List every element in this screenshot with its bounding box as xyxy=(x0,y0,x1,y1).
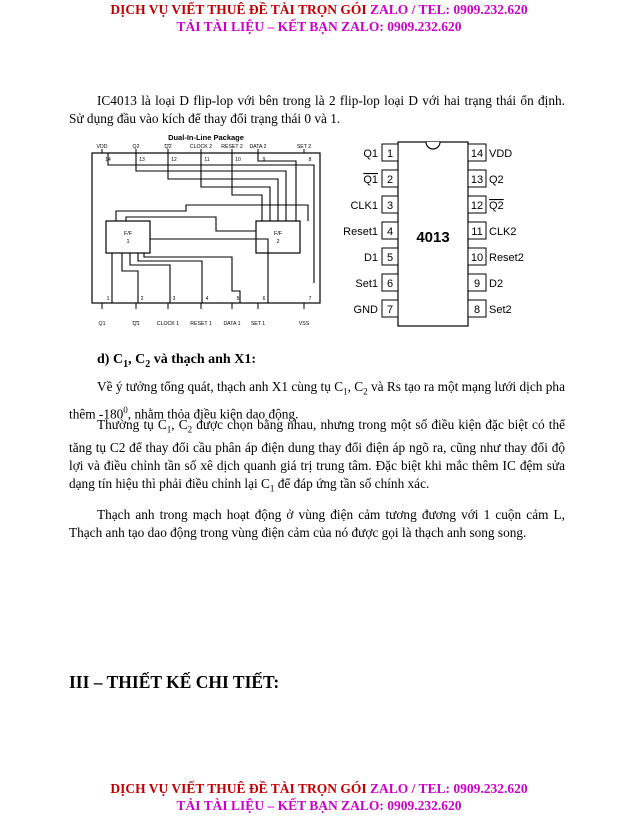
dil-top-label: CLOCK 2 xyxy=(189,144,213,150)
dil-title: Dual-In-Line Package xyxy=(168,133,244,142)
pin-label-left: Reset1 xyxy=(343,226,378,238)
ff1-label: F/F xyxy=(123,231,133,237)
pin-label-left: Q1 xyxy=(363,148,378,160)
paragraph-2: Thường tụ $C_1$, $C_2$ được chọn bằng nhau, nhưng trong một số điều kiện đặc biệt có thể tăng tụ C2 để thay đổi cầu phân áp điện dung thay đổi điện áp ngõ ra, cũng như thay đổi độ lợi và điều chỉnh tần số xê dịch quanh giá trị trung tâm. Đặc biệt khi mắc thêm IC đệm sửa dạng tín hiệu thì phải điều chỉnh lại $C_1$ để đáp ứng tần số chính xác. xyxy=(69,417,565,494)
ff2-number: 2 xyxy=(276,239,280,245)
dil-top-pin: 11 xyxy=(204,157,210,163)
pin-number-right: 11 xyxy=(471,226,483,238)
pin-label-right: Q2 xyxy=(489,200,504,212)
dil-bottom-pin: 1 xyxy=(106,296,110,302)
pin-number-left: 7 xyxy=(386,304,394,316)
header-line-1: DỊCH VỤ VIẾT THUÊ ĐỀ TÀI TRỌN GÓI ZALO / TEL: 0909.232.620 xyxy=(110,2,528,17)
intro-paragraph: IC4013 là loại D flip-lop với bên trong là 2 flip-lop loại D với hai trạng thái ổn định. Sử dụng đầu vào kích để thay đổi trạng thái 0 và 1. xyxy=(69,93,565,126)
dil-bottom-label: CLOCK 1 xyxy=(156,321,180,327)
paragraph-1: Về ý tưởng tổng quát, thạch anh X1 cùng tụ $C_1$, $C_2$ và Rs tạo ra một mạng lưới dịch pha thêm $-180^0$, nhằm thỏa điều kiện dao động. xyxy=(69,379,565,422)
dil-bottom-label: Q1 xyxy=(98,321,106,327)
pin-label-right: CLK2 xyxy=(489,226,517,238)
pin-number-left: 1 xyxy=(386,148,394,160)
dil-top-pin: 10 xyxy=(235,157,241,163)
dil-bottom-label: Q1 xyxy=(132,321,140,327)
pin-label-right: Reset2 xyxy=(489,252,524,264)
pin-number-left: 2 xyxy=(386,174,394,186)
header-line-2: TẢI TÀI LIỆU – KẾT BẠN ZALO: 0909.232.620 xyxy=(176,19,462,34)
pin-number-right: 13 xyxy=(470,174,484,186)
pin-label-right: Set2 xyxy=(489,304,512,316)
pin-number-right: 10 xyxy=(470,252,484,264)
dil-bottom-pin: 4 xyxy=(205,296,209,302)
footer-line-1: DỊCH VỤ VIẾT THUÊ ĐỀ TÀI TRỌN GÓI ZALO / TEL: 0909.232.620 xyxy=(110,781,528,796)
pin-number-right: 14 xyxy=(470,148,484,160)
ff1-number: 1 xyxy=(126,239,130,245)
section-d-heading: d) $C_1$, $C_2$ và thạch anh X1: xyxy=(97,352,256,370)
dil-bottom-label: DATA 1 xyxy=(223,321,241,327)
pinout-diagram xyxy=(334,138,534,334)
pin-label-right: VDD xyxy=(489,148,513,160)
dil-bottom-pin: 7 xyxy=(308,296,312,302)
dil-bottom-label: SET 1 xyxy=(250,321,266,327)
dil-bottom-label: VSS xyxy=(298,321,310,327)
pin-number-right: 12 xyxy=(470,200,484,212)
dil-bottom-label: RESET 1 xyxy=(190,321,212,327)
pin-label-left: GND xyxy=(353,304,378,316)
dil-top-label: Q2 xyxy=(132,144,140,150)
dil-bottom-pin: 5 xyxy=(236,296,240,302)
section-3-heading: III – THIẾT KẾ CHI TIẾT: xyxy=(69,672,280,692)
dil-top-pin: 14 xyxy=(105,157,111,163)
dual-in-line-diagram xyxy=(86,131,332,331)
dil-top-pin: 9 xyxy=(262,157,266,163)
page-header xyxy=(0,1,638,35)
dil-bottom-pin: 6 xyxy=(262,296,266,302)
dil-top-label: DATA 2 xyxy=(249,144,267,150)
dil-bottom-pin: 3 xyxy=(172,296,176,302)
pin-number-left: 4 xyxy=(386,226,394,238)
chip-name: 4013 xyxy=(416,229,450,246)
dil-top-pin: 8 xyxy=(308,157,312,163)
pin-number-right: 9 xyxy=(473,278,481,290)
pin-label-right: D2 xyxy=(489,278,504,290)
pin-label-left: CLK1 xyxy=(350,200,378,212)
paragraph-3: Thạch anh trong mạch hoạt động ở vùng điện cảm tương đương với 1 cuộn cảm L, Thạch anh tạo dao động trong vùng điện cảm của nó được gọi là thạch anh song song. xyxy=(69,507,565,540)
ff2-label: F/F xyxy=(273,231,283,237)
page-footer xyxy=(0,780,638,814)
pin-label-left: D1 xyxy=(363,252,378,264)
dil-top-label: Q2 xyxy=(164,144,172,150)
footer-line-2: TẢI TÀI LIỆU – KẾT BẠN ZALO: 0909.232.620 xyxy=(176,798,462,813)
dil-top-pin: 12 xyxy=(171,157,177,163)
dil-top-label: VDD xyxy=(96,144,108,150)
pin-label-right: Q2 xyxy=(489,174,504,186)
pin-label-left: Q1 xyxy=(363,174,378,186)
pin-number-right: 8 xyxy=(473,304,481,316)
pin-number-left: 3 xyxy=(386,200,394,212)
dil-top-label: SET 2 xyxy=(296,144,312,150)
dil-bottom-pin: 2 xyxy=(140,296,144,302)
pin-label-left: Set1 xyxy=(355,278,378,290)
dil-top-label: RESET 2 xyxy=(221,144,243,150)
dil-top-pin: 13 xyxy=(139,157,145,163)
pin-number-left: 5 xyxy=(386,252,394,264)
pin-number-left: 6 xyxy=(386,278,394,290)
